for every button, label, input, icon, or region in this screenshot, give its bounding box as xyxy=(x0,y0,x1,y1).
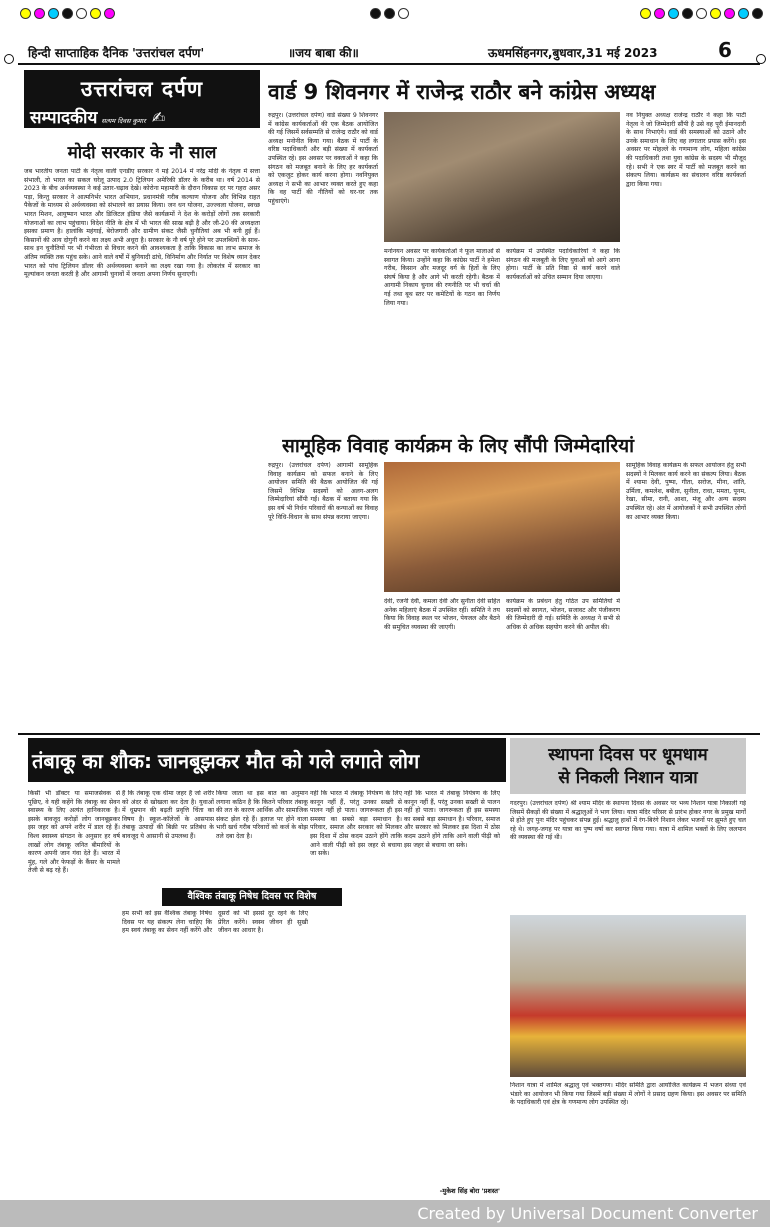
registration-dot xyxy=(640,8,651,19)
story3-col4: नहीं कि भारत में तंबाकू नियंत्रण के लिए कानून नहीं हैं, परंतु उनका सख्ती से पालन नहीं हो पाता। जागरूकता ही इस समस्या का सबसे बड़ा समाधान है। परिवार, समाज और सरकार को मिलकर इस दिशा में ठोस कदम उठाने होंगे ताकि आने वाली पीढ़ी को इस जहर से बचाया जा सके। xyxy=(310,790,402,858)
registration-dot xyxy=(752,8,763,19)
watermark-text: Created by Universal Document Converter xyxy=(417,1204,758,1223)
story2-col1: रुद्रपुर। (उत्तरांचल दर्पण) आगामी सामूहिक विवाह कार्यक्रम को सफल बनाने के लिए आयोजन समिति की बैठक आयोजित की गई जिसमें विभिन्न सदस्यों को अलग-अलग जिम्मेदारियां सौंपी गईं। बैठक में बताया गया कि इस वर्ष भी निर्धन परिवारों की कन्याओं का विवाह पूरे विधि-विधान के साथ संपन्न कराया जाएगा। xyxy=(268,462,378,521)
registration-dot xyxy=(34,8,45,19)
story3-byline: -मुकेश सिंह बोरा 'प्रशस्त' xyxy=(439,1187,500,1195)
story2-col3: कार्यक्रम के प्रबंधन हेतु गठित उप समितियों में सदस्यों को स्वागत, भोजन, सजावट और पंजीकरण की जिम्मेदारी दी गई। समिति के अध्यक्ष ने सभी से अधिक से अधिक सहयोग करने की अपील की। xyxy=(506,598,620,631)
registration-dot xyxy=(398,8,409,19)
story3-col5: हम सभी को इस वैश्विक तंबाकू निषेध दिवस पर यह संकल्प लेना चाहिए कि हम स्वयं तंबाकू का सेवन नहीं करेंगे और दूसरों को भी इससे दूर रहने के लिए प्रेरित करेंगे। स्वस्थ जीवन ही सुखी जीवन का आधार है। xyxy=(122,910,308,935)
story1-headline: वार्ड 9 शिवनगर में राजेन्द्र राठौर बने कांग्रेस अध्यक्ष xyxy=(268,80,656,104)
registration-dot xyxy=(682,8,693,19)
story2-photo xyxy=(384,462,620,592)
registration-dot xyxy=(104,8,115,19)
editorial-headline: मोदी सरकार के नौ साल xyxy=(67,143,217,163)
story2-col4: सामूहिक विवाह कार्यक्रम के सफल आयोजन हेतु सभी सदस्यों ने मिलकर कार्य करने का संकल्प लिया। बैठक में श्यामा देवी, पुष्पा, गीता, सरोज, मीना, शांति, उर्मिला, कमलेश, बबीता, सुनीता, राधा, ममता, पूनम, रेखा, सीमा, रानी, आशा, मंजू और अन्य सदस्य उपस्थित रहे। अंत में आयोजकों ने सभी उपस्थित लोगों का आभार व्यक्त किया। xyxy=(626,462,746,521)
registration-dot xyxy=(48,8,59,19)
masthead-date: ऊधमसिंहनगर,बुधवार,31 मई 2023 xyxy=(488,46,658,60)
story3-headline xyxy=(28,738,506,782)
story2-col2: देवी, रजनी देवी, कमला देवी और सुनीता देवी सहित अनेक महिलाएं बैठक में उपस्थित रहीं। समिति ने तय किया कि विवाह स्थल पर भोजन, पेयजल और बैठने की समुचित व्यवस्था की जाएगी। xyxy=(384,598,500,631)
story3-headline-right: जानबूझकर मौत को गले लगाते लोग xyxy=(157,748,420,773)
story3-headline-left: तंबाकू का शौक: xyxy=(32,748,152,773)
crop-mark-left xyxy=(4,54,14,64)
story4-headline-line1: स्थापना दिवस पर धूमधाम xyxy=(548,745,708,765)
section-rule xyxy=(18,733,760,735)
story1-col1: रुद्रपुर। (उत्तरांचल दर्पण) वार्ड संख्या 9 शिवनगर में कांग्रेस कार्यकर्ताओं की एक बैठक आयोजित की गई जिसमें सर्वसम्मति से राजेन्द्र राठौर को वार्ड अध्यक्ष मनोनीत किया गया। बैठक में पार्टी के वरिष्ठ पदाधिकारी और बड़ी संख्या में कार्यकर्ता उपस्थित रहे। इस अवसर पर वक्ताओं ने कहा कि संगठन को मजबूत बनाने के लिए हर कार्यकर्ता को एकजुट होकर कार्य करना होगा। नवनियुक्त अध्यक्ष ने सभी का आभार व्यक्त करते हुए कहा कि वह पार्टी की नीतियों को घर-घर तक पहुंचाएंगे। xyxy=(268,112,378,205)
editorial-brand xyxy=(24,70,260,128)
masthead xyxy=(28,40,750,62)
story4-body: गदरपुर। (उत्तरांचल दर्पण) श्री श्याम मंदिर के स्थापना दिवस के अवसर पर भव्य निशान यात्रा निकाली गई जिसमें सैकड़ों की संख्या में श्रद्धालुओं ने भाग लिया। यात्रा मंदिर परिसर से प्रारंभ होकर नगर के प्रमुख मार्गों से होते हुए पुनः मंदिर पहुंचकर संपन्न हुई। श्रद्धालु हाथों में रंग-बिरंगे निशान लेकर भजनों पर झूमते हुए चल रहे थे। जगह-जगह पर यात्रा का पुष्प वर्षा कर स्वागत किया गया। यात्रा में शामिल भक्तों के लिए जलपान की व्यवस्था की गई थी। xyxy=(510,800,746,842)
registration-dot xyxy=(724,8,735,19)
registration-dot xyxy=(654,8,665,19)
registration-marks-left xyxy=(20,6,115,20)
brand-section: सम्पादकीय xyxy=(30,108,98,128)
story2-headline: सामूहिक विवाह कार्यक्रम के लिए सौंपी जिम्मेदारियां xyxy=(282,435,635,457)
registration-marks-center xyxy=(370,6,409,20)
story3-col6: नहीं कि भारत में तंबाकू नियंत्रण के लिए कानून नहीं हैं, परंतु उनका सख्ती से पालन नहीं हो पाता। जागरूकता ही इस समस्या का सबसे बड़ा समाधान है। परिवार, समाज और सरकार को मिलकर इस दिशा में ठोस कदम उठाने होंगे ताकि आने वाली पीढ़ी को इस जहर से बचाया जा सके। xyxy=(404,790,500,849)
registration-dot xyxy=(696,8,707,19)
story3-col3: किया जाता था इस बात का अनुमान लगाना कठिन है कि कितने परिवार तंबाकू की लत के कारण आर्थिक और सामाजिक संकट झेल रहे हैं। इलाज पर होने वाला भारी खर्च गरीब परिवारों को कर्ज के बोझ तले दबा देता है। xyxy=(216,790,308,840)
story1-col3: कार्यक्रम में उपस्थित पदाधिकारियों ने कहा कि संगठन की मजबूती के लिए युवाओं को आगे आना होगा। पार्टी के प्रति निष्ठा से कार्य करने वाले कार्यकर्ताओं को उचित सम्मान दिया जाएगा। xyxy=(506,248,620,281)
editorial-author: सत्यम दिवस कुमार xyxy=(101,117,146,125)
story4-photo xyxy=(510,915,746,1077)
masthead-slogan: ॥जय बाबा की॥ xyxy=(288,46,359,60)
story1-col2: मनोनयन अवसर पर कार्यकर्ताओं ने फूल मालाओं से स्वागत किया। उन्होंने कहा कि कांग्रेस पार्टी ने हमेशा गरीब, किसान और मजदूर वर्ग के हितों के लिए संघर्ष किया है और आगे भी करती रहेगी। बैठक में आगामी निकाय चुनाव की रणनीति पर भी चर्चा की गई तथा बूथ स्तर पर कमेटियों के गठन का निर्णय लिया गया। xyxy=(384,248,500,307)
story3-col1: किसी भी डॉक्टर या समाजसेवक से पूछिए, वे यही कहेंगे कि तंबाकू का सेवन स्वास्थ्य के लिए अत्यंत हानिकारक है। इसके बावजूद करोड़ों लोग जानबूझकर इस जहर को अपने शरीर में डाल रहे हैं। विश्व स्वास्थ्य संगठन के अनुसार हर वर्ष लाखों लोग तंबाकू जनित बीमारियों के कारण अपनी जान गंवा देते हैं। भारत में मुंह, गले और फेफड़ों के कैंसर के मामले तेजी से बढ़ रहे हैं। xyxy=(28,790,120,875)
registration-dot xyxy=(384,8,395,19)
registration-dot xyxy=(76,8,87,19)
story4-headline xyxy=(510,738,746,794)
story3-col2: हैं कि तंबाकू एक धीमा जहर है जो शरीर को अंदर से खोखला कर देता है। युवाओं में धूम्रपान की बढ़ती प्रवृत्ति चिंता का विषय है। स्कूल-कॉलेजों के आसपास तंबाकू उत्पादों की बिक्री पर प्रतिबंध के बावजूद ये आसानी से उपलब्ध हैं। xyxy=(122,790,214,840)
brand-title: उत्तरांचल दर्पण xyxy=(80,77,204,101)
page-number: 6 xyxy=(718,38,732,62)
registration-dot xyxy=(668,8,679,19)
registration-dot xyxy=(90,8,101,19)
registration-dot xyxy=(20,8,31,19)
registration-dot xyxy=(62,8,73,19)
story1-col4: नव नियुक्त अध्यक्ष राजेन्द्र राठौर ने कहा कि पार्टी नेतृत्व ने जो जिम्मेदारी सौंपी है उसे वह पूरी ईमानदारी के साथ निभाएंगे। वार्ड की समस्याओं को उठाने और उनके समाधान के लिए वह लगातार प्रयास करेंगे। इस अवसर पर मोहल्ले के गणमान्य लोग, महिला कांग्रेस की पदाधिकारी तथा युवा कांग्रेस के सदस्य भी मौजूद रहे। सभी ने एक स्वर में पार्टी को मजबूत करने का संकल्प लिया। कार्यक्रम का संचालन वरिष्ठ कार्यकर्ता द्वारा किया गया। xyxy=(626,112,746,188)
story1-photo xyxy=(384,112,620,242)
story4-headline-line2: से निकली निशान यात्रा xyxy=(558,768,698,788)
masthead-paper-name: हिन्दी साप्ताहिक दैनिक 'उत्तरांचल दर्पण' xyxy=(28,46,205,60)
pen-icon: ✍ xyxy=(151,108,166,127)
converter-watermark xyxy=(0,1200,770,1227)
masthead-rule xyxy=(18,63,760,65)
registration-marks-right xyxy=(640,6,763,20)
registration-dot xyxy=(738,8,749,19)
registration-dot xyxy=(370,8,381,19)
editorial-body: जब भारतीय जनता पार्टी के नेतृत्व वाली एनडीए सरकार ने मई 2014 में नरेंद्र मोदी के नेतृत्व में सत्ता संभाली, तो भारत का सकल घरेलू उत्पाद 2.0 ट्रिलियन अमेरिकी डॉलर के करीब था। वर्ष 2014 से 2023 के बीच अर्थव्यवस्था ने कई उतार-चढ़ाव देखे। कोरोना महामारी के दौरान विकास दर पर गहरा असर पड़ा, किन्तु सरकार ने आत्मनिर्भर भारत अभियान, प्रधानमंत्री गरीब कल्याण योजना और विभिन्न राहत पैकेजों के माध्यम से अर्थव्यवस्था को संभालने का प्रयास किया। जन धन योजना, उज्ज्वला योजना, स्वच्छ भारत मिशन, आयुष्मान भारत और डिजिटल इंडिया जैसे कार्यक्रमों ने देश के करोड़ों लोगों तक सरकारी योजनाओं का लाभ पहुंचाया। विदेश नीति के क्षेत्र में भी भारत की साख बढ़ी है और जी-20 की अध्यक्षता इसका प्रमाण है। हालांकि महंगाई, बेरोजगारी और ग्रामीण संकट जैसी चुनौतियां अब भी बनी हुई हैं। किसानों की आय दोगुनी करने का लक्ष्य अभी अधूरा है। सरकार के नौ वर्ष पूरे होने पर उपलब्धियों के साथ-साथ इन चुनौतियों पर भी गंभीरता से विचार करने की आवश्यकता है ताकि विकास का लाभ समाज के अंतिम व्यक्ति तक पहुंच सके। आने वाले वर्षों में बुनियादी ढांचे, विनिर्माण और निर्यात पर विशेष ध्यान देकर भारत को पांच ट्रिलियन डॉलर की अर्थव्यवस्था बनाने का लक्ष्य रखा गया है। लोकतंत्र में सरकार का मूल्यांकन जनता करती है और आगामी चुनावों में जनता अपना निर्णय सुनाएगी। xyxy=(24,168,260,279)
story4-caption: निशान यात्रा में शामिल श्रद्धालु एवं भक्तगण। मंदिर समिति द्वारा आयोजित कार्यक्रम में भजन संध्या एवं भंडारे का आयोजन भी किया गया जिसमें बड़ी संख्या में लोगों ने प्रसाद ग्रहण किया। इस अवसर पर समिति के पदाधिकारी एवं क्षेत्र के गणमान्य लोग उपस्थित रहे। xyxy=(510,1082,746,1107)
registration-dot xyxy=(710,8,721,19)
story3-subhead: वैश्विक तंबाकू निषेध दिवस पर विशेष xyxy=(162,888,342,906)
